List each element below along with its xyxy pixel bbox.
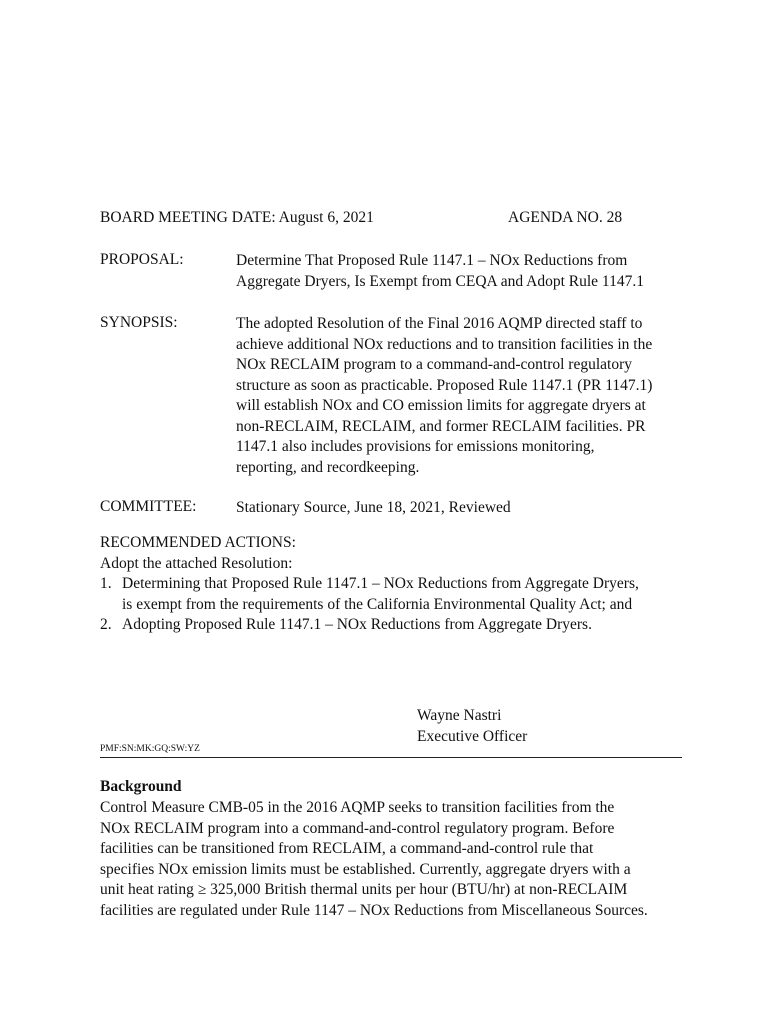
background-line: facilities can be transitioned from RECLAIM, a command-and-control rule that	[100, 840, 594, 857]
recommended-actions-list	[100, 574, 639, 636]
proposal-line: Aggregate Dryers, Is Exempt from CEQA and Adopt Rule 1147.1	[236, 272, 644, 290]
recommended-actions-intro: Adopt the attached Resolution:	[100, 554, 293, 572]
proposal-line: Determine That Proposed Rule 1147.1 – NOx Reductions from	[236, 252, 628, 269]
list-item-text	[122, 574, 639, 615]
board-meeting-date: BOARD MEETING DATE: August 6, 2021	[100, 209, 374, 226]
synopsis-line: 1147.1 also includes provisions for emissions monitoring,	[236, 438, 595, 455]
agenda-number: AGENDA NO. 28	[508, 209, 623, 226]
synopsis-line: NOx RECLAIM program to a command-and-control regulatory	[236, 356, 633, 373]
background-line: NOx RECLAIM program into a command-and-control regulatory program. Before	[100, 819, 615, 837]
synopsis-line: structure as soon as practicable. Proposed Rule 1147.1 (PR 1147.1)	[236, 376, 653, 394]
background-line: Control Measure CMB-05 in the 2016 AQMP seeks to transition facilities from the	[100, 799, 615, 816]
synopsis-line: achieve additional NOx reductions and to transition facilities in the	[236, 335, 653, 353]
synopsis-line: The adopted Resolution of the Final 2016 AQMP directed staff to	[236, 315, 643, 332]
committee-text: Stationary Source, June 18, 2021, Reviewed	[236, 499, 511, 516]
proposal-text	[236, 251, 682, 292]
horizontal-divider	[100, 757, 682, 758]
background-heading: Background	[100, 778, 182, 795]
synopsis-line: reporting, and recordkeeping.	[236, 458, 420, 476]
signer-title: Executive Officer	[417, 727, 528, 745]
list-item-line: Determining that Proposed Rule 1147.1 – NOx Reductions from Aggregate Dryers,	[122, 575, 639, 592]
recommended-actions-heading: RECOMMENDED ACTIONS:	[100, 534, 296, 551]
list-item-number: 2.	[100, 616, 112, 633]
signature-block	[417, 706, 527, 747]
list-item-text	[122, 615, 592, 636]
list-item-line: is exempt from the requirements of the California Environmental Quality Act; and	[122, 595, 633, 613]
list-item-line: Adopting Proposed Rule 1147.1 – NOx Reductions from Aggregate Dryers.	[122, 616, 592, 633]
synopsis-line: non-RECLAIM, RECLAIM, and former RECLAIM facilities. PR	[236, 417, 646, 435]
recommended-actions	[100, 533, 639, 636]
synopsis-label: SYNOPSIS:	[100, 314, 178, 331]
synopsis-line: will establish NOx and CO emission limits for aggregate dryers at	[236, 397, 646, 414]
list-item-number: 1.	[100, 575, 112, 592]
background-text	[100, 798, 648, 921]
author-initials: PMF:SN:MK:GQ:SW:YZ	[100, 744, 200, 754]
background-line: facilities are regulated under Rule 1147 – NOx Reductions from Miscellaneous Sources.	[100, 901, 648, 919]
proposal-label: PROPOSAL:	[100, 251, 184, 268]
list-item	[100, 615, 639, 636]
committee-label: COMMITTEE:	[100, 498, 197, 515]
background-line: unit heat rating ≥ 325,000 British thermal units per hour (BTU/hr) at non-RECLAIM	[100, 881, 628, 898]
synopsis-text	[236, 314, 682, 478]
signer-name: Wayne Nastri	[417, 707, 502, 724]
background-line: specifies NOx emission limits must be established. Currently, aggregate dryers with a	[100, 860, 631, 878]
list-item	[100, 574, 639, 615]
